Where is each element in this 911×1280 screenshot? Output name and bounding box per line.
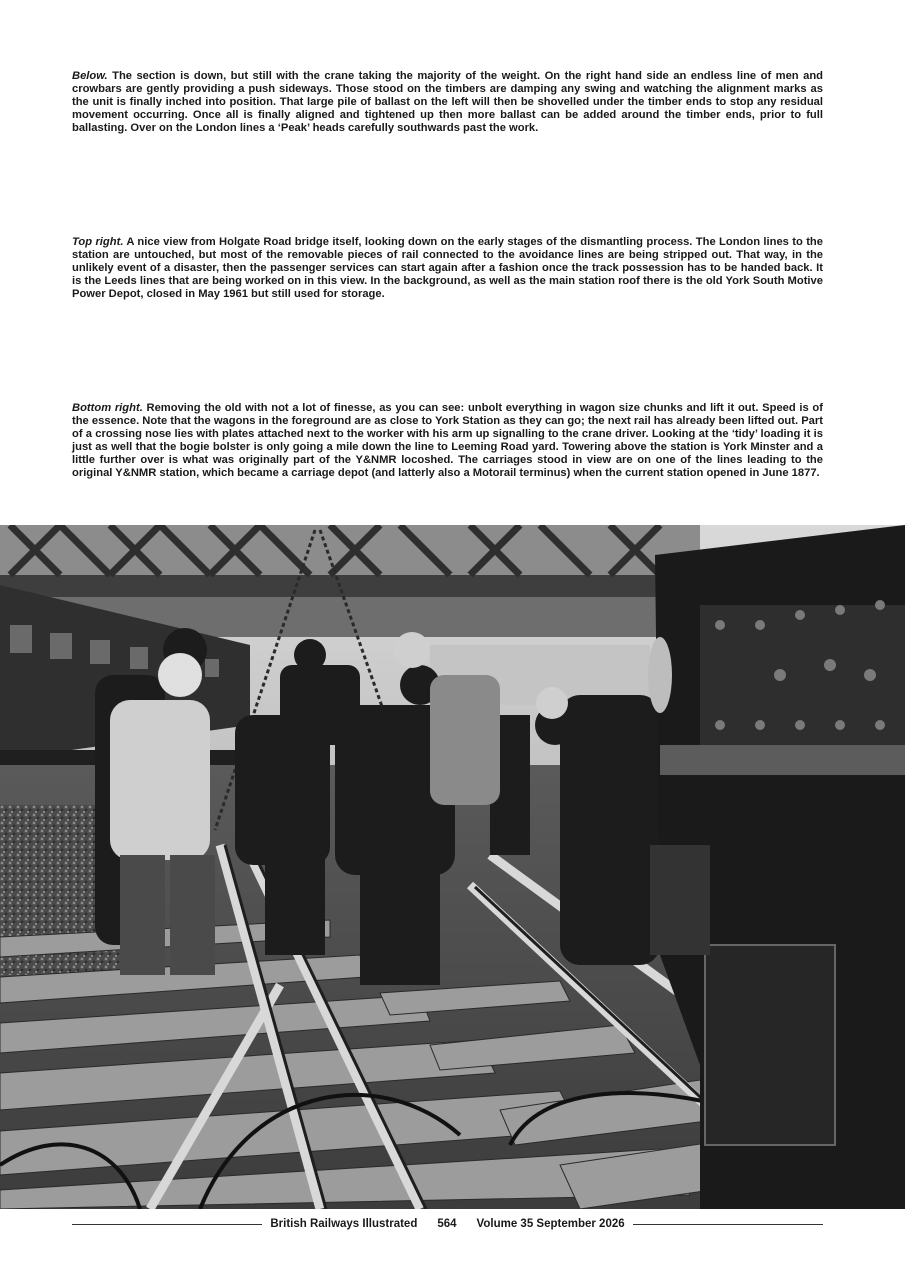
- page-footer: [72, 1216, 823, 1232]
- footer-page-number: 564: [437, 1218, 457, 1230]
- caption-bottom-right-lead: Bottom right.: [72, 402, 143, 414]
- caption-below: [72, 70, 823, 135]
- caption-bottom-right: [72, 402, 823, 480]
- footer-issue: Volume 35 September 2026: [476, 1218, 625, 1230]
- caption-below-body: The section is down, but still with the crane taking the majority of the weight. On the right hand side an endless line of men and crowbars are gently providing a push sideways. Those stood on the timbers are damping any swing and watching the alignment marks as the unit is finally inched into position. That large pile of ballast on the left will then be shovelled under the timber ends to stop any residual movement occurring. Once all is finally aligned and tightened up then more ballast can be added around the timber ends, prior to full ballasting. Over on the London lines a ‘Peak’ heads carefully southwards past the work.: [72, 70, 823, 134]
- footer-magazine-title: British Railways Illustrated: [270, 1218, 418, 1230]
- caption-top-right-body: A nice view from Holgate Road bridge itself, looking down on the early stages of the dismantling process. The London lines to the station are untouched, but most of the removable pieces of rail connected to the avoidance lines are being stripped out. That way, in the unlikely event of a disaster, then the passenger services can start again after a fashion once the track possession has to be handed back. It is the Leeds lines that are being worked on in this view. In the background, as well as the main station roof there is the old York South Motive Power Depot, closed in May 1961 but still used for storage.: [72, 236, 823, 300]
- caption-below-lead: Below.: [72, 70, 108, 82]
- track-relaying-photo: [0, 525, 905, 1209]
- caption-top-right-lead: Top right.: [72, 236, 124, 248]
- caption-bottom-right-body: Removing the old with not a lot of finesse, as you can see: unbolt everything in wagon size chunks and lift it out. Speed is of the essence. Note that the wagons in the foreground are as close to York Station as they can go; the next rail has already been lifted out. Part of a crossing nose lies with plates attached next to the worker with his arm up signalling to the crane driver. Looking at the ‘tidy’ loading it is just as well that the bogie bolster is only going a mile down the line to Leeming Road yard. Towering above the station is York Minster and a little further over is what was originally part of the Y&NMR locoshed. The carriages stood in view are on one of the lines leading to the original Y&NMR station, which became a carriage depot (and latterly also a Motorail terminus) when the current station opened in June 1877.: [72, 402, 823, 479]
- footer-rule-left: [72, 1224, 262, 1225]
- footer-rule-right: [633, 1224, 823, 1225]
- caption-top-right: [72, 236, 823, 301]
